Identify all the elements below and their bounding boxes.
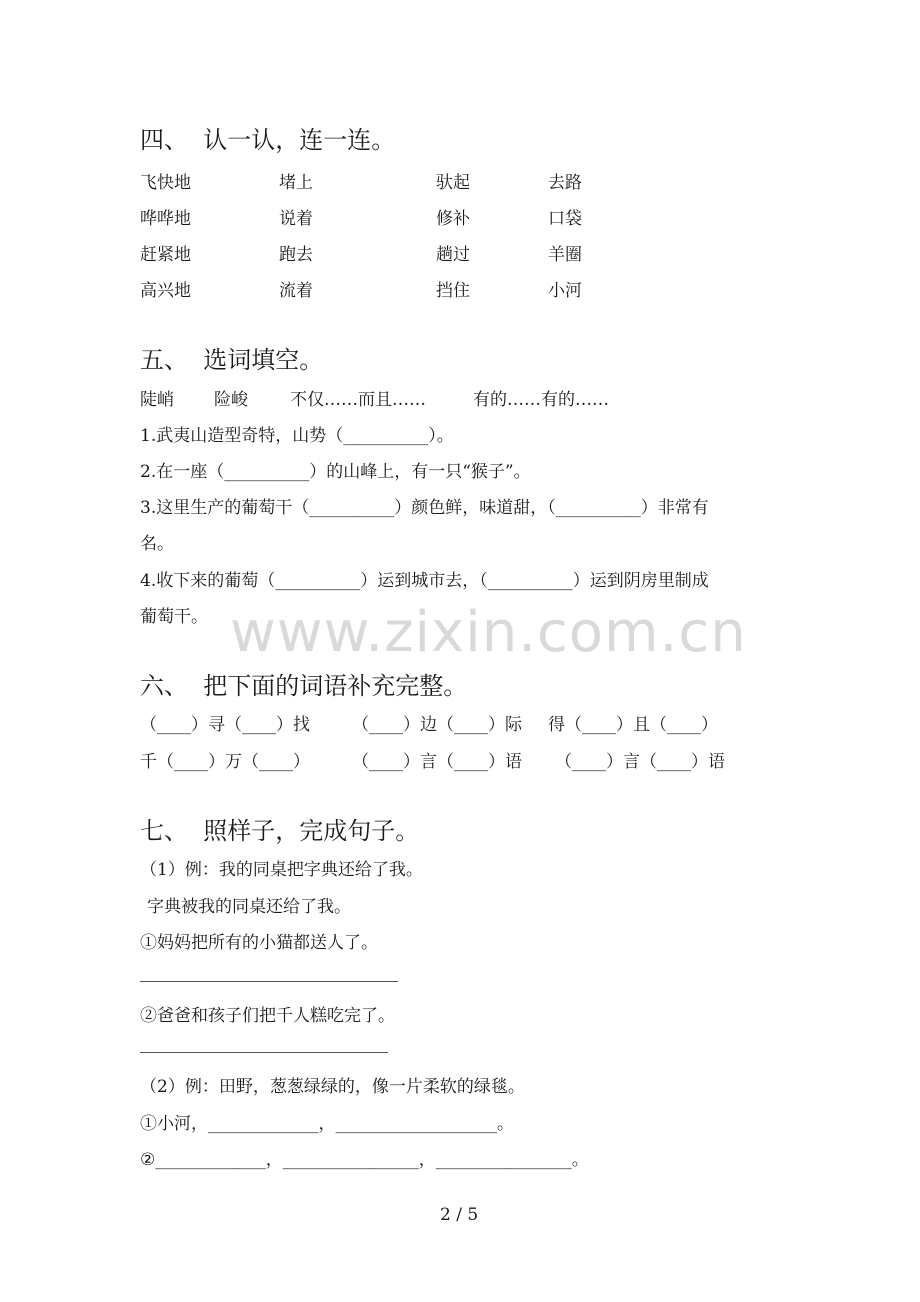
match-cell: 说着	[279, 209, 313, 229]
fill-phrase: （____）寻（____）找	[140, 715, 310, 735]
example-answer: 字典被我的同桌还给了我。	[147, 897, 351, 917]
question-line: 2.在一座（__________）的山峰上，有一只“猴子”。	[140, 462, 531, 482]
match-cell: 流着	[279, 281, 313, 301]
question-line: 3.这里生产的葡萄干（__________）颜色鲜，味道甜，（__________）非常有	[140, 498, 709, 518]
watermark: www.zixin.com.cn	[230, 600, 747, 665]
page-number: 2 / 5	[440, 1205, 479, 1225]
fill-phrase: 得（____）且（____）	[548, 715, 718, 735]
section-6-title: 六、 把下面的词语补充完整。	[140, 672, 468, 700]
match-cell: 趟过	[436, 245, 470, 265]
fill-phrase: （____）边（____）际	[352, 715, 522, 735]
match-cell: 堵上	[279, 173, 313, 193]
fill-phrase: （____）言（____）语	[352, 752, 522, 772]
question-line: 葡萄干。	[140, 607, 208, 627]
word-option: 有的……有的……	[473, 390, 609, 410]
question-line: ②_____________，________________，________________。	[140, 1150, 589, 1170]
question-line: 1.武夷山造型奇特，山势（__________）。	[140, 426, 454, 446]
match-cell: 修补	[436, 209, 470, 229]
example-sentence: （2）例：田野，葱葱绿绿的，像一片柔软的绿毯。	[140, 1077, 525, 1097]
match-cell: 飞快地	[140, 173, 191, 193]
match-cell: 口袋	[548, 209, 582, 229]
answer-line	[140, 981, 398, 982]
question-line: 名。	[140, 534, 174, 554]
question-line: ①妈妈把所有的小猫都送人了。	[140, 933, 378, 953]
question-line: ②爸爸和孩子们把千人糕吃完了。	[140, 1006, 395, 1026]
match-cell: 挡住	[436, 281, 470, 301]
match-cell: 高兴地	[140, 281, 191, 301]
section-7-title: 七、 照样子，完成句子。	[140, 817, 420, 845]
fill-phrase: （____）言（____）语	[555, 752, 725, 772]
question-line: 4.收下来的葡萄（__________）运到城市去，（__________）运到阴房里制成	[140, 571, 709, 591]
match-cell: 去路	[548, 173, 582, 193]
match-cell: 哗哗地	[140, 209, 191, 229]
word-option: 陡峭	[140, 390, 174, 410]
section-4-title: 四、 认一认，连一连。	[140, 126, 396, 154]
match-cell: 羊圈	[548, 245, 582, 265]
example-sentence: （1）例：我的同桌把字典还给了我。	[140, 860, 423, 880]
question-line: ①小河，_____________，___________________。	[140, 1114, 514, 1134]
section-5-title: 五、 选词填空。	[140, 346, 324, 374]
answer-line	[140, 1052, 388, 1053]
word-option: 险峻	[214, 390, 248, 410]
fill-phrase: 千（____）万（____）	[140, 752, 310, 772]
match-cell: 小河	[548, 281, 582, 301]
match-cell: 驮起	[436, 173, 470, 193]
match-cell: 赶紧地	[140, 245, 191, 265]
match-cell: 跑去	[279, 245, 313, 265]
word-option: 不仅……而且……	[290, 390, 426, 410]
